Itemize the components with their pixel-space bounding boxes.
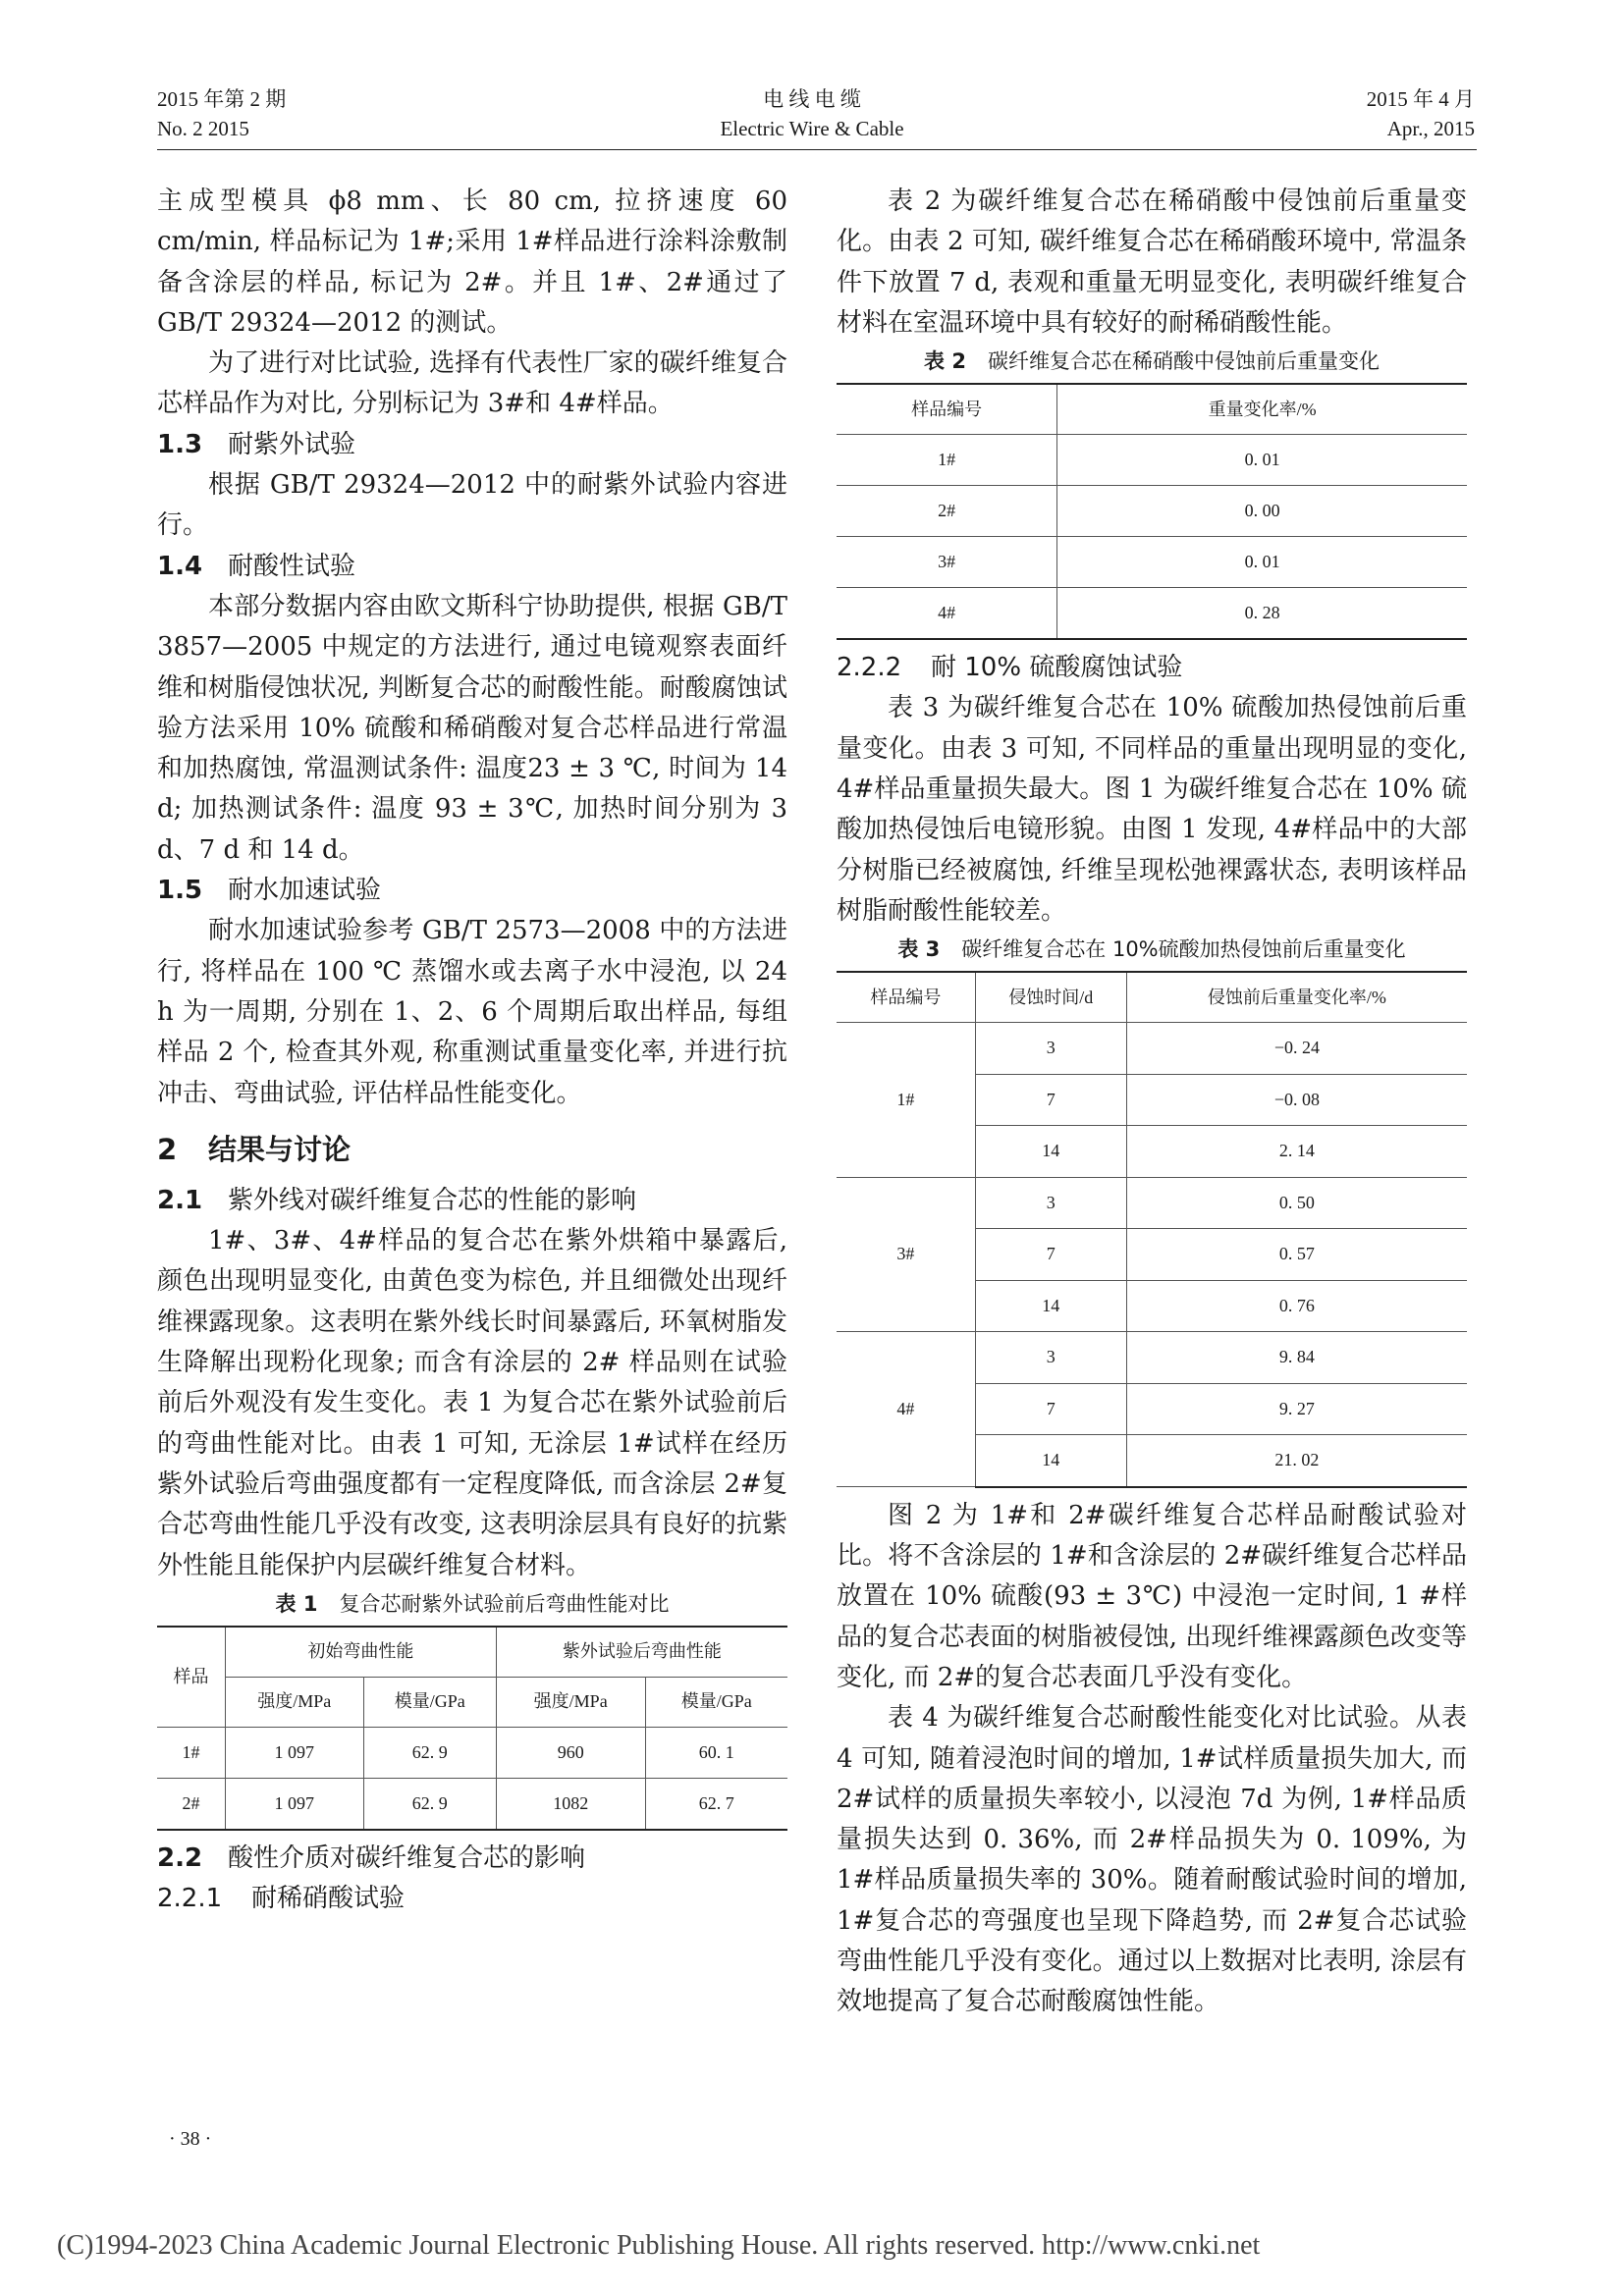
table-cell: 1# [837, 435, 1057, 486]
table-row [837, 1177, 1467, 1229]
table-cell: 1 097 [225, 1727, 363, 1778]
table-cell: 4# [837, 1332, 975, 1487]
table-row [837, 435, 1467, 486]
table-cell: 0. 00 [1057, 486, 1467, 537]
section-heading-2: 2 结果与讨论 [157, 1132, 352, 1166]
table-header-cell: 样品编号 [837, 384, 1057, 435]
section-heading-1-3: 1.3 耐紫外试验 [157, 429, 356, 459]
table-row [837, 537, 1467, 588]
table-1 [157, 1626, 787, 1831]
table-cell: 0. 57 [1126, 1229, 1467, 1281]
paragraph: 表 4 为碳纤维复合芯耐酸性能变化对比试验。从表 4 可知, 随着浸泡时间的增加, 1#试样质量损失加大, 而 2#试样的质量损失率较小, 以浸泡 7d 为例, 1#样品质量损失达到 0. 36%, 而 2#样品损失为 0. 109%, 为 1#样品质量损失率的 30%。随着耐酸试验时间的增加, 1#复合芯的弯强度也呈现下降趋势, 而 2#复合芯试验弯曲性能几乎没有变化。通过以上数据对比表明, 涂层有效地提高了复合芯耐酸腐蚀性能。 [837, 1703, 1467, 2017]
table-row [837, 1023, 1467, 1075]
table-cell: 0. 50 [1126, 1177, 1467, 1229]
section-heading-2-2-1: 2.2.1 耐稀硝酸试验 [157, 1884, 406, 1914]
page-number: · 38 · [169, 2128, 212, 2150]
section-heading-2-2: 2.2 酸性介质对碳纤维复合芯的影响 [157, 1842, 586, 1873]
table-cell: 0. 28 [1057, 588, 1467, 640]
table-header-cell: 初始弯曲性能 [225, 1627, 496, 1678]
table-cell: 0. 01 [1057, 435, 1467, 486]
table-cell: 1# [837, 1023, 975, 1178]
table-cell: 1# [157, 1727, 225, 1778]
table-cell: 62. 9 [363, 1727, 496, 1778]
table-2 [837, 383, 1467, 640]
table-cell: −0. 08 [1126, 1074, 1467, 1126]
table-cell: 2# [157, 1778, 225, 1830]
journal-date [1367, 84, 1475, 143]
table-cell: 9. 84 [1126, 1332, 1467, 1384]
table-cell: 0. 01 [1057, 537, 1467, 588]
left-column [157, 182, 787, 1919]
table-cell: 14 [975, 1435, 1126, 1487]
copyright-notice: (C)1994-2023 China Academic Journal Electronic Publishing House. All rights reserved. http://www.cnki.net [57, 2230, 1261, 2261]
table-row [837, 588, 1467, 640]
table-cell: 1082 [496, 1778, 645, 1830]
paragraph: 表 2 为碳纤维复合芯在稀硝酸中侵蚀前后重量变化。由表 2 可知, 碳纤维复合芯在稀硝酸环境中, 常温条件下放置 7 d, 表观和重量无明显变化, 表明碳纤维复合材料在室温环境中具有较好的耐稀硝酸性能。 [837, 187, 1467, 338]
table-cell: 4# [837, 588, 1057, 640]
table-cell: 960 [496, 1727, 645, 1778]
table-header-cell: 重量变化率/% [1057, 384, 1467, 435]
right-column [837, 182, 1467, 2023]
table-cell: 7 [975, 1229, 1126, 1281]
table-cell: −0. 24 [1126, 1023, 1467, 1075]
paragraph: 1#、3#、4#样品的复合芯在紫外烘箱中暴露后, 颜色出现明显变化, 由黄色变为棕色, 并且细微处出现纤维裸露现象。这表明在紫外线长时间暴露后, 环氧树脂发生降解出现粉化现象; 而含有涂层的 2# 样品则在试验前后外观没有发生变化。表 1 为复合芯在紫外试验前后的弯曲性能对比。由表 1 可知, 无涂层 1#试样在经历紫外试验后弯曲强度都有一定程度降低, 而含涂层 2#复合芯弯曲性能几乎没有改变, 这表明涂层具有良好的抗紫外性能且能保护内层碳纤维复合材料。 [157, 1226, 787, 1580]
table-cell: 1 097 [225, 1778, 363, 1830]
table-cell: 3# [837, 537, 1057, 588]
table-cell: 9. 27 [1126, 1383, 1467, 1435]
section-heading-2-1: 2.1 紫外线对碳纤维复合芯的性能的影响 [157, 1185, 637, 1215]
table-row [837, 486, 1467, 537]
table-cell: 0. 76 [1126, 1280, 1467, 1332]
table-cell: 7 [975, 1383, 1126, 1435]
table-row [157, 1778, 787, 1830]
table-header-cell: 强度/MPa [496, 1677, 645, 1727]
paragraph: 根据 GB/T 29324—2012 中的耐紫外试验内容进行。 [157, 470, 787, 541]
paragraph: 本部分数据内容由欧文斯科宁协助提供, 根据 GB/T 3857—2005 中规定的方法进行, 通过电镜观察表面纤维和树脂侵蚀状况, 判断复合芯的耐酸性能。耐酸腐蚀试验方法采用 10% 硫酸和稀硝酸对复合芯样品进行常温和加热腐蚀, 常温测试条件: 温度23 ± 3 ℃, 时间为 14 d; 加热测试条件: 温度 93 ± 3℃, 加热时间分别为 3 d、7 d 和 14 d。 [157, 591, 787, 865]
table-header-cell: 样品 [157, 1627, 225, 1728]
header-rule [157, 149, 1477, 150]
table-cell: 60. 1 [645, 1727, 787, 1778]
table-cell: 7 [975, 1074, 1126, 1126]
table-header-cell: 强度/MPa [225, 1677, 363, 1727]
table-cell: 62. 7 [645, 1778, 787, 1830]
table-cell: 2# [837, 486, 1057, 537]
table-row [837, 1332, 1467, 1384]
table-cell: 21. 02 [1126, 1435, 1467, 1487]
table-header-cell: 紫外试验后弯曲性能 [496, 1627, 787, 1678]
table-cell: 2. 14 [1126, 1126, 1467, 1178]
issue-cn: 2015 年第 2 期 [157, 87, 287, 111]
table-header-cell: 侵蚀前后重量变化率/% [1126, 972, 1467, 1023]
section-heading-2-2-2: 2.2.2 耐 10% 硫酸腐蚀试验 [837, 653, 1183, 683]
paragraph: 耐水加速试验参考 GB/T 2573—2008 中的方法进行, 将样品在 100 ℃ 蒸馏水或去离子水中浸泡, 以 24 h 为一周期, 分别在 1、2、6 个周期后取出样品, 每组样品 2 个, 检查其外观, 称重测试重量变化率, 并进行抗冲击、弯曲试验, 评估样品性能变化。 [157, 916, 787, 1108]
paragraph: 为了进行对比试验, 选择有代表性厂家的碳纤维复合芯样品作为对比, 分别标记为 3#和 4#样品。 [157, 348, 787, 419]
table-cell: 14 [975, 1126, 1126, 1178]
table-header-cell: 样品编号 [837, 972, 975, 1023]
journal-title-en: Electric Wire & Cable [720, 117, 904, 140]
issue-en: No. 2 2015 [157, 117, 249, 140]
date-en: Apr., 2015 [1386, 117, 1475, 140]
table-header-cell: 侵蚀时间/d [975, 972, 1126, 1023]
table-cell: 3 [975, 1023, 1126, 1075]
paragraph: 表 3 为碳纤维复合芯在 10% 硫酸加热侵蚀前后重量变化。由表 3 可知, 不同样品的重量出现明显的变化, 4#样品重量损失最大。图 1 为碳纤维复合芯在 10% 硫酸加热侵蚀后电镜形貌。由图 1 发现, 4#样品中的大部分树脂已经被腐蚀, 纤维呈现松弛裸露状态, 表明该样品树脂耐酸性能较差。 [837, 693, 1467, 926]
journal-title-cn: 电 线 电 缆 [763, 87, 861, 111]
table-2-caption: 表 2 碳纤维复合芯在稀硝酸中侵蚀前后重量变化 [924, 349, 1380, 374]
table-cell: 3# [837, 1177, 975, 1332]
paragraph: 图 2 为 1#和 2#碳纤维复合芯样品耐酸试验对比。将不含涂层的 1#和含涂层的 2#碳纤维复合芯样品放置在 10% 硫酸(93 ± 3℃) 中浸泡一定时间, 1 #样品的复合芯表面的树脂被侵蚀, 出现纤维裸露颜色改变等变化, 而 2#的复合芯表面几乎没有变化。 [837, 1500, 1467, 1692]
table-row [157, 1727, 787, 1778]
table-cell: 3 [975, 1177, 1126, 1229]
table-cell: 62. 9 [363, 1778, 496, 1830]
table-header-cell: 模量/GPa [363, 1677, 496, 1727]
paragraph: 主成型模具 ϕ8 mm、长 80 cm, 拉挤速度 60 cm/min, 样品标记为 1#;采用 1#样品进行涂料涂敷制备含涂层的样品, 标记为 2#。并且 1#、2#通过了 GB/T 29324—2012 的测试。 [157, 187, 787, 338]
section-heading-1-5: 1.5 耐水加速试验 [157, 876, 382, 906]
table-cell: 14 [975, 1280, 1126, 1332]
table-3-caption: 表 3 碳纤维复合芯在 10%硫酸加热侵蚀前后重量变化 [897, 937, 1406, 962]
table-1-caption: 表 1 复合芯耐紫外试验前后弯曲性能对比 [275, 1591, 670, 1616]
date-cn: 2015 年 4 月 [1366, 87, 1475, 111]
section-heading-1-4: 1.4 耐酸性试验 [157, 551, 356, 581]
table-header-cell: 模量/GPa [645, 1677, 787, 1727]
table-cell: 3 [975, 1332, 1126, 1384]
table-3 [837, 971, 1467, 1488]
